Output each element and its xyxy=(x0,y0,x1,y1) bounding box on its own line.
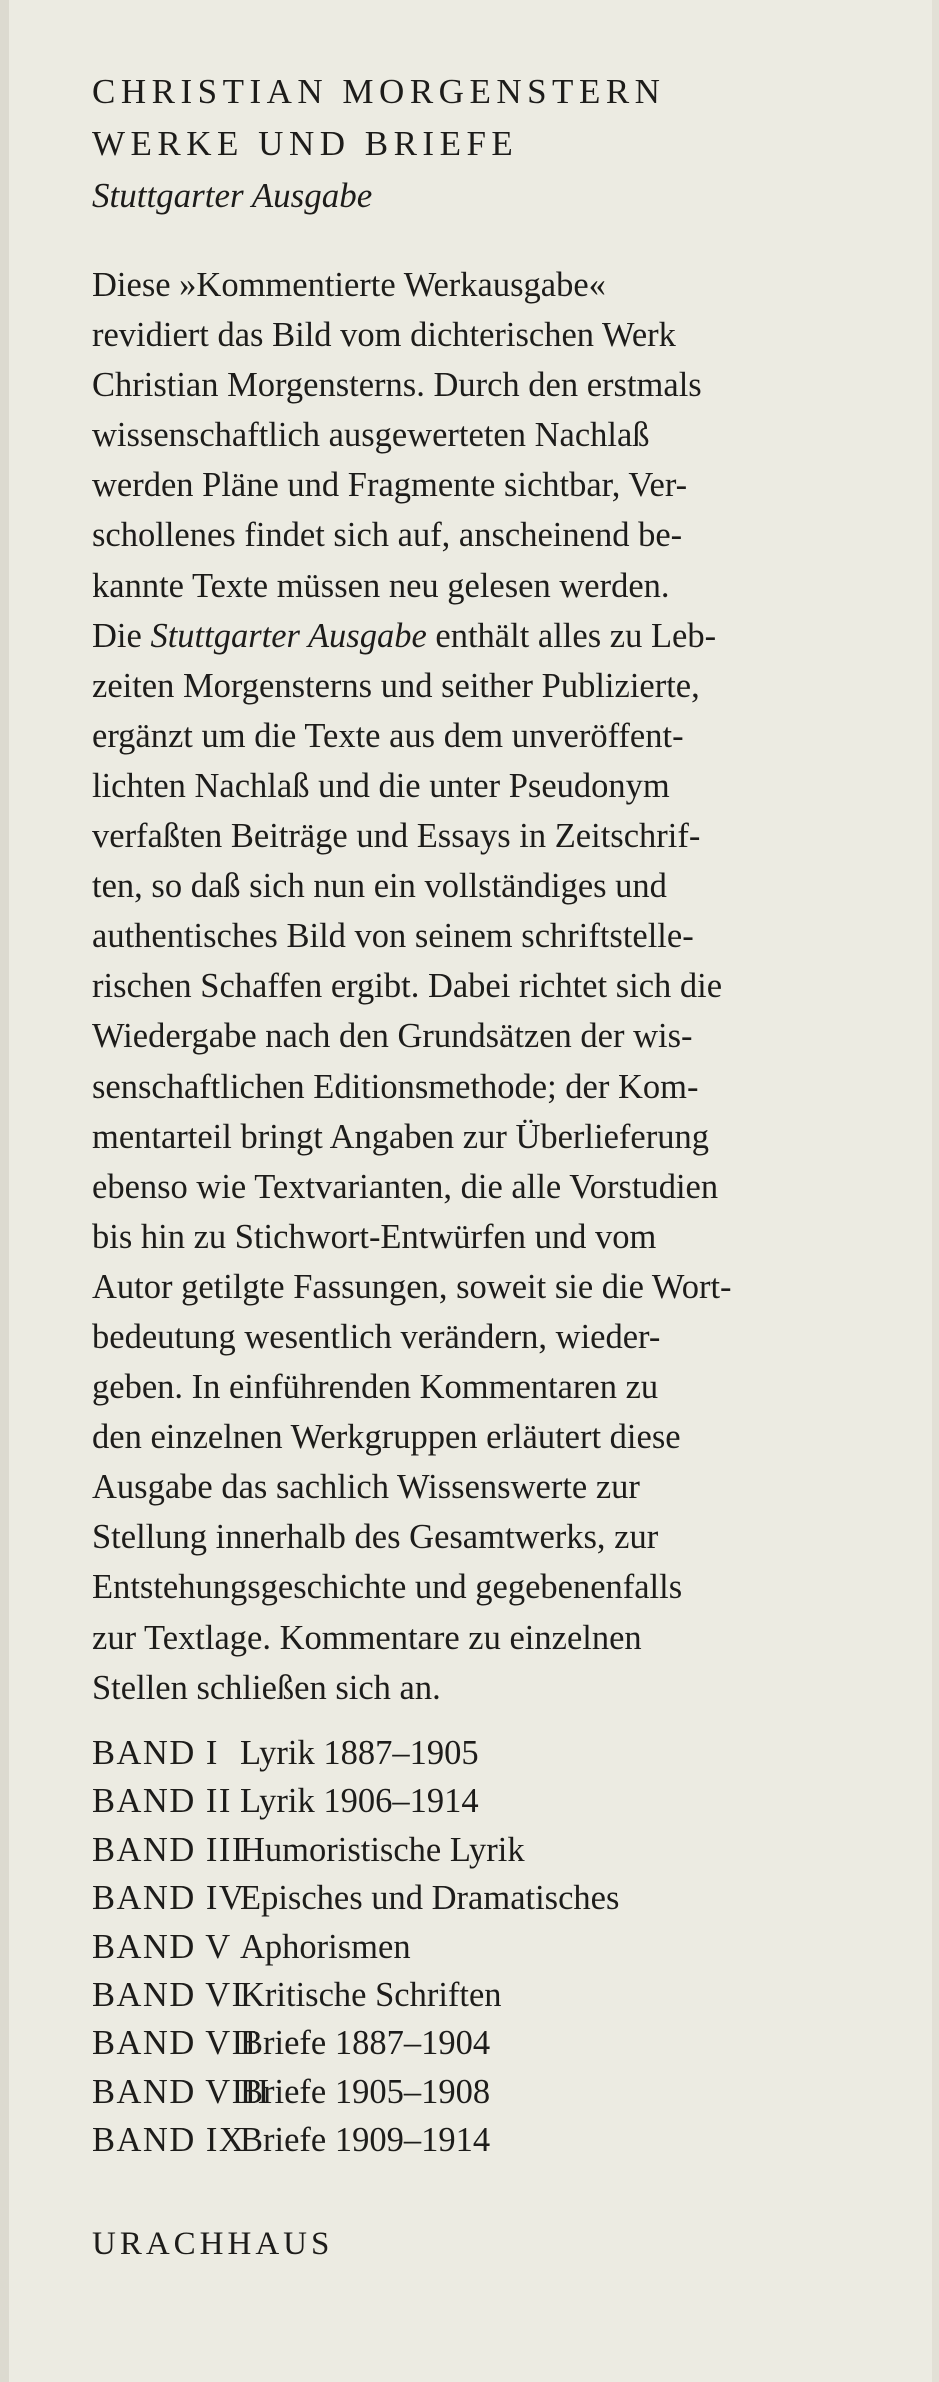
text-line: Ausgabe das sachlich Wissenswerte zur xyxy=(92,1468,640,1507)
text-line: Autor getilgte Fassungen, soweit sie die Wort- xyxy=(92,1267,732,1306)
volume-number: BAND II xyxy=(92,1782,232,1821)
text-line: ten, so daß sich nun ein vollständiges und xyxy=(92,867,667,906)
volume-title: Lyrik 1906–1914 xyxy=(240,1782,479,1821)
volume-title: Briefe 1905–1908 xyxy=(240,2072,491,2111)
text-line: zeiten Morgensterns und seither Publizierte, xyxy=(92,666,700,705)
text-line: kannte Texte müssen neu gelesen werden. xyxy=(92,566,670,605)
text-line: Stellen schließen sich an. xyxy=(92,1668,441,1707)
volume-title: Lyrik 1887–1905 xyxy=(240,1734,479,1772)
text-line xyxy=(92,611,852,661)
text-line: den einzelnen Werkgruppen erläutert diese xyxy=(92,1418,681,1457)
text-line: lichten Nachlaß und die unter Pseudonym xyxy=(92,766,670,805)
author-name: CHRISTIAN MORGENSTERN xyxy=(92,72,666,111)
text-line: mentarteil bringt Angaben zur Überlieferung xyxy=(92,1117,709,1156)
text-fragment: Die xyxy=(92,616,142,655)
description-paragraph xyxy=(92,260,852,1713)
text-line: verfaßten Beiträge und Essays in Zeitschrif- xyxy=(92,817,701,856)
text-line: ebenso wie Textvarianten, die alle Vorstudien xyxy=(92,1167,719,1206)
volume-number: BAND VI xyxy=(92,1975,245,2014)
text-line: rischen Schaffen ergibt. Dabei richtet sich die xyxy=(92,967,723,1006)
volume-title: Humoristische Lyrik xyxy=(240,1830,525,1869)
text-line: senschaftlichen Editionsmethode; der Kom- xyxy=(92,1067,699,1106)
publisher-name: URACHHAUS xyxy=(92,2226,334,2262)
volume-number: BAND I xyxy=(92,1734,219,1772)
text-line: authentisches Bild von seinem schriftstelle- xyxy=(92,917,694,956)
cover-edge-left xyxy=(0,0,9,2382)
text-line: revidiert das Bild vom dichterischen Werk xyxy=(92,316,676,355)
text-line: bis hin zu Stichwort-Entwürfen und vom xyxy=(92,1217,657,1256)
volume-number: BAND VIII xyxy=(92,2072,271,2111)
volume-title: Aphorismen xyxy=(240,1927,411,1966)
text-line: werden Pläne und Fragmente sichtbar, Ver- xyxy=(92,466,688,505)
series-title: WERKE UND BRIEFE xyxy=(92,124,519,163)
volume-number: BAND IV xyxy=(92,1879,246,1918)
edition-title: Stuttgarter Ausgabe xyxy=(92,176,373,215)
text-line: Wiedergabe nach den Grundsätzen der wis- xyxy=(92,1017,693,1056)
edition-title-inline: Stuttgarter Ausgabe xyxy=(150,616,427,655)
volume-number: BAND IX xyxy=(92,2121,246,2160)
series-header xyxy=(92,66,665,222)
volume-title: Kritische Schriften xyxy=(240,1975,502,2014)
text-fragment: enthält alles zu Leb- xyxy=(435,616,717,655)
volume-number: BAND III xyxy=(92,1830,245,1869)
cover-edge-right xyxy=(932,0,939,2382)
text-line: bedeutung wesentlich verändern, wieder- xyxy=(92,1317,661,1356)
text-line: geben. In einführenden Kommentaren zu xyxy=(92,1368,659,1407)
text-line: Stellung innerhalb des Gesamtwerks, zur xyxy=(92,1518,659,1557)
text-line: zur Textlage. Kommentare zu einzelnen xyxy=(92,1618,642,1657)
volume-title: Briefe 1909–1914 xyxy=(240,2121,491,2160)
volume-title: Episches und Dramatisches xyxy=(240,1879,620,1918)
text-line: Diese »Kommentierte Werkausgabe« xyxy=(92,266,606,304)
volume-title: Briefe 1887–1904 xyxy=(240,2024,491,2063)
volume-number: BAND VII xyxy=(92,2024,258,2063)
volume-number: BAND V xyxy=(92,1927,232,1966)
text-line: schollenes findet sich auf, anscheinend be- xyxy=(92,516,683,555)
text-line: ergänzt um die Texte aus dem unveröffent- xyxy=(92,716,684,755)
text-line: Entstehungsgeschichte und gegebenenfalls xyxy=(92,1568,683,1607)
text-line: Christian Morgensterns. Durch den erstmals xyxy=(92,366,702,405)
text-line: wissenschaftlich ausgewerteten Nachlaß xyxy=(92,416,650,455)
